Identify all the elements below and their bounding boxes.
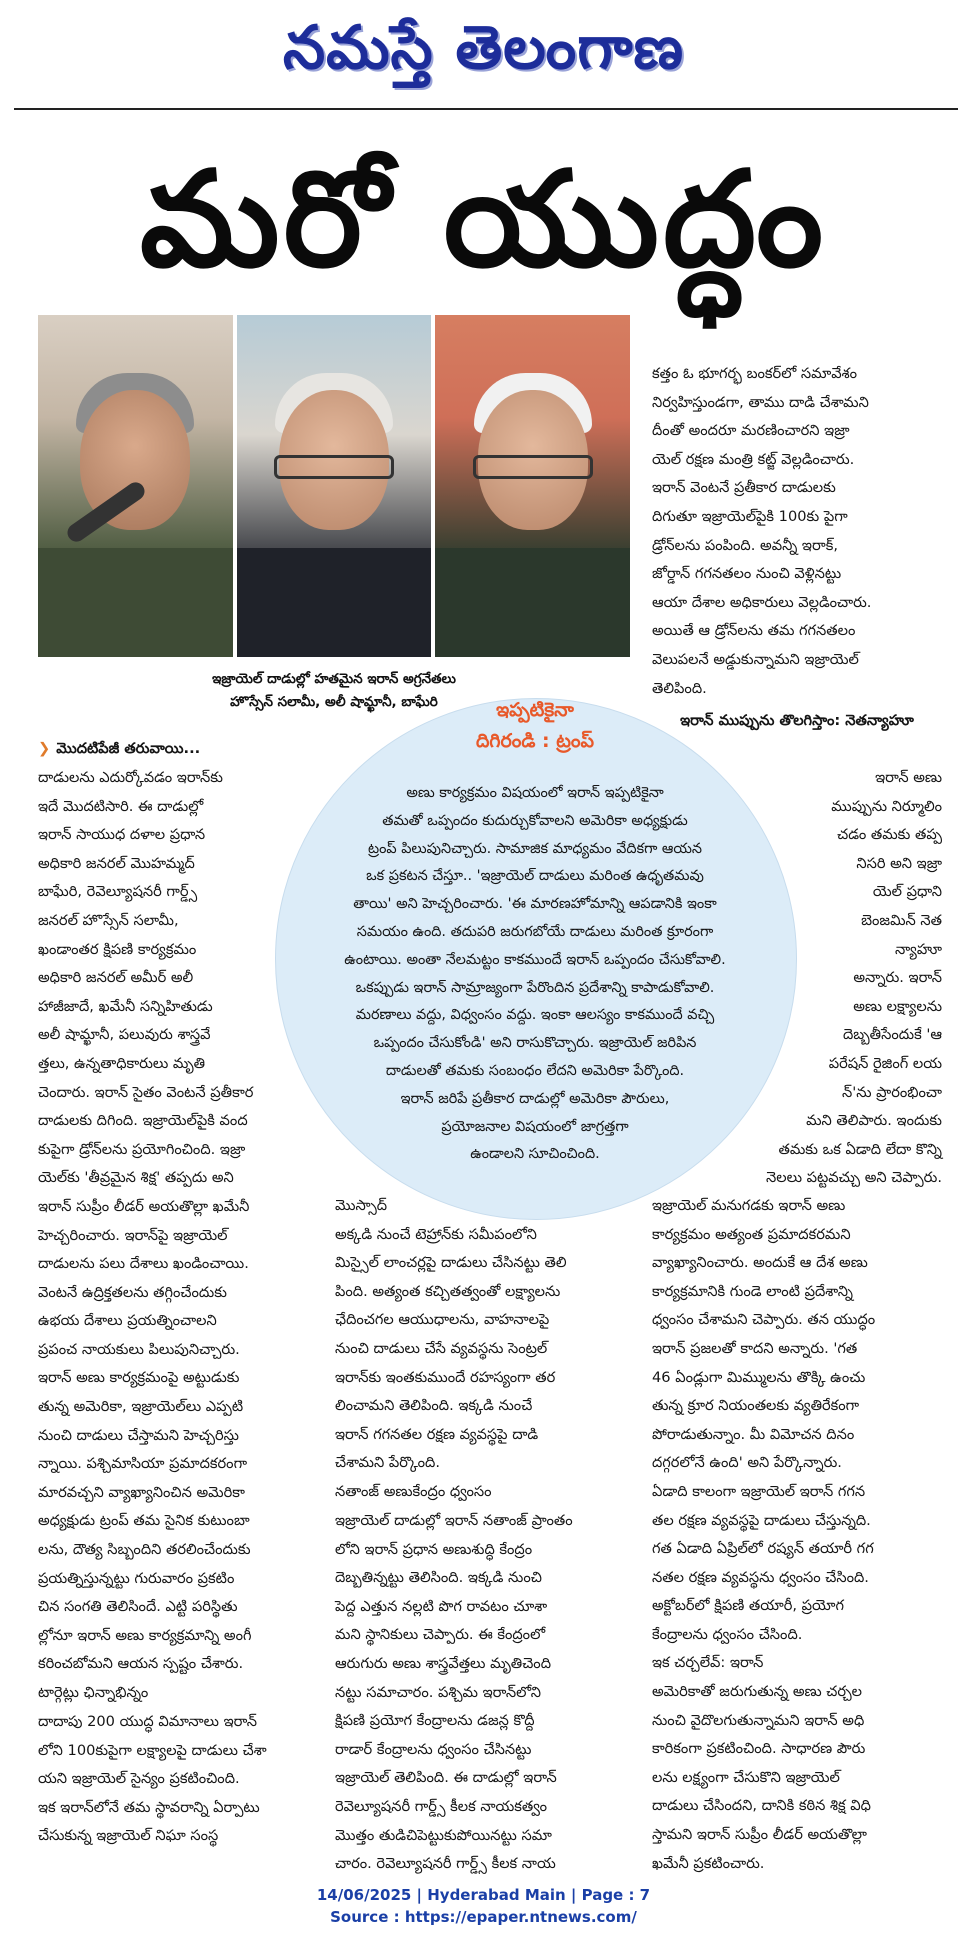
text-line: ఇరాన్ సుప్రీం లీడర్ అయతొల్లా ఖమేనీ <box>38 1197 250 1215</box>
text-line: ఇరాన్ వెంటనే ప్రతీకార దాడులకు <box>652 479 836 497</box>
text-line: అమెరికాతో జరుగుతున్న అణు చర్చల <box>652 1683 862 1700</box>
text-line: ప్రయత్నిస్తున్నట్టు గురువారం ప్రకటిం <box>38 1569 235 1587</box>
text-line: ఇరాన్ గగనతల రక్షణ వ్యవస్థపై దాడి <box>335 1425 539 1443</box>
text-line: క్షిపణి ప్రయోగ కేంద్రాలను డజన్ల కొద్దీ <box>335 1712 535 1730</box>
text-line: నిర్వహిస్తుండగా, తాము దాడి చేశామని <box>652 393 869 411</box>
text-line: తమకు ఒక ఏడాది లేదా కొన్ని <box>778 1140 942 1158</box>
text-line: చారం. రెవెల్యూషనరీ గార్డ్స్ కీలక నాయ <box>335 1855 556 1873</box>
text-line: ఒప్పందం చేసుకోండి' అని రాసుకొచ్చారు. ఇజ్రాయెల్ జరిపిన <box>373 1035 697 1052</box>
text-line: ఆయా దేశాల అధికారులు వెల్లడించారు. <box>652 593 872 611</box>
right-subhead-talks: ఇక చర్చలేవ్: ఇరాన్ <box>652 1654 764 1671</box>
text-line: చడం తమకు తప్ప <box>837 826 942 844</box>
text-line: బాఘేరి, రెవెల్యూషనరీ గార్డ్స్ <box>38 883 198 901</box>
footer-edition: 14/06/2025 | Hyderabad Main | Page : 7 <box>316 1886 651 1904</box>
text-line: ఖమేనీ ప్రకటించారు. <box>652 1854 765 1872</box>
right-column-end <box>652 1678 942 1878</box>
text-line: ఇజ్రాయెల్ మనుగడకు ఇరాన్ అణు <box>652 1197 846 1214</box>
text-line: ఇరాన్ జరిపే ప్రతీకార దాడుల్లో అమెరికా పౌరులు, <box>400 1090 670 1107</box>
text-line: వెంటనే ఉద్రిక్తతలను తగ్గించేందుకు <box>38 1283 227 1301</box>
text-line: నిసరి అని ఇజ్రా <box>856 854 942 872</box>
text-line: ఉండాలని సూచించింది. <box>470 1146 600 1163</box>
text-line: న్'ను ప్రారంభించా <box>841 1083 942 1101</box>
text-line: మని స్థానికులు చెప్పారు. ఈ కేంద్రంలో <box>335 1626 546 1644</box>
text-line: పెద్ద ఎత్తున నల్లటి పొగ రావటం చూశా <box>335 1597 548 1615</box>
text-line: బెంజమిన్ నెత <box>861 911 942 929</box>
left-column-body <box>38 764 318 1679</box>
text-line: దగ్గరలోనే ఉంది' అని పేర్కొన్నారు. <box>652 1454 842 1472</box>
text-line: ఇరాన్‌కు ఇంతకుముందే రహస్యంగా తర <box>335 1368 556 1386</box>
text-line: లించామని తెలిపింది. ఇక్కడి నుంచే <box>335 1397 533 1415</box>
left-column-body-2 <box>38 1708 318 1851</box>
text-line: దాదాపు 200 యుద్ధ విమానాలు ఇరాన్ <box>38 1713 258 1730</box>
text-line: మొత్తం తుడిచిపెట్టుకుపోయినట్టు సమా <box>335 1826 552 1844</box>
text-line: నుంచి దాడులు చేస్తామని హెచ్చరిస్తు <box>38 1426 239 1444</box>
text-line: లోని 100కుపైగా లక్ష్యాలపై దాడులు చేశా <box>38 1741 267 1759</box>
caption-line: హొస్సేన్ సలామీ, అలీ షామ్ఖానీ, బాఘేరి <box>230 694 438 710</box>
text-line: ఒక ప్రకటన చేస్తూ.. 'ఇజ్రాయెల్ దాడులు మరింత ఉధృతమవు <box>366 868 704 885</box>
left-subhead-targets: టార్గెట్లు ఛిన్నాభిన్నం <box>38 1684 149 1701</box>
text-line: అధ్యక్షుడు ట్రంప్ తమ సైనిక కుటుంబా <box>38 1512 250 1530</box>
text-line: అన్నారు. ఇరాన్ <box>853 969 942 987</box>
text-line: దెబ్బతీసేందుకే 'ఆ <box>843 1026 942 1044</box>
text-line: ప్రయోజనాల విషయంలో జాగ్రత్తగా <box>441 1118 629 1135</box>
text-line: ధ్వంసం చేశామని చెప్పారు. తన యుద్ధం <box>652 1311 876 1329</box>
right-subhead-netanyahu: ఇరాన్ ముప్పును తొలగిస్తాం: నెతన్యాహూ <box>680 712 914 729</box>
text-line: నెలలు పట్టవచ్చు అని చెప్పారు. <box>766 1169 942 1187</box>
text-line: కరించబోమని ఆయన స్పష్టం చేశారు. <box>38 1655 244 1673</box>
text-line: సమయం ఉంది. తదుపరి జరుగబోయే దాడులు మరింత క్రూరంగా <box>356 923 714 940</box>
text-line: యెల్ ప్రధాని <box>872 883 942 901</box>
text-line: ప్రపంచ నాయకులు పిలుపునిచ్చారు. <box>38 1340 240 1358</box>
text-line: దాడులకు దిగింది. ఇజ్రాయెల్‌పైకి వంద <box>38 1112 248 1130</box>
text-line: కేంద్రాలను ధ్వంసం చేసింది. <box>652 1625 803 1643</box>
text-line: తమతో ఒప్పందం కుదుర్చుకోవాలని అమెరికా అధ్యక్షుడు <box>382 812 688 829</box>
text-line: హాజీజాదే, ఖమేనీ సన్నిహితుడు <box>38 997 213 1015</box>
text-line: గత ఏడాది ఏప్రిల్‌లో రష్యన్ తయారీ గగ <box>652 1540 874 1558</box>
text-line: ట్రంప్ పిలుపునిచ్చారు. సామాజిక మాధ్యమం వేదికగా ఆయన <box>367 840 702 857</box>
kicker-text: మొదటిపేజీ తరువాయి... <box>56 740 201 757</box>
text-line: నట్టు సమాచారం. పశ్చిమ ఇరాన్‌లోని <box>335 1683 541 1701</box>
text-line: అధికారి జనరల్ అమీర్ అలీ <box>38 969 194 987</box>
text-line: చేసుకున్న ఇజ్రాయెల్ నిఘా సంస్థ <box>38 1827 219 1845</box>
text-line: 46 ఏండ్లుగా మిమ్ములను తొక్కి ఉంచు <box>652 1368 866 1386</box>
right-column-mid <box>652 764 942 1193</box>
chevron-right-icon: ❯ <box>38 740 51 757</box>
text-line: స్తామని ఇరాన్ సుప్రీం లీడర్ అయతొల్లా <box>652 1825 867 1843</box>
text-line: అణు లక్ష్యాలను <box>853 997 942 1015</box>
right-column-top <box>652 360 942 703</box>
text-line: వ్యాఖ్యానించారు. అందుకే ఆ దేశ అణు <box>652 1254 868 1272</box>
text-line: దాడులతో తమకు సంబంధం లేదని అమెరికా పేర్కొంది. <box>385 1062 685 1079</box>
text-line: జోర్డాన్ గగనతలం నుంచి వెళ్లినట్టు <box>652 565 842 583</box>
text-line: ఇరాన్ సాయుధ దళాల ప్రధాన <box>38 826 206 844</box>
text-line: పింది. అత్యంత కచ్చితత్వంతో లక్ష్యాలను <box>335 1282 561 1300</box>
footer-source: Source : https://epaper.ntnews.com/ <box>330 1908 637 1926</box>
middle-column-body-2 <box>335 1507 640 1879</box>
text-line: న్నాయి. పశ్చిమాసియా ప్రమాదకరంగా <box>38 1455 248 1473</box>
text-line: యెల్‌కు 'తీవ్రమైన శిక్ష' తప్పదు అని <box>38 1169 234 1187</box>
text-line: ఉభయ దేశాలు ప్రయత్నించాలని <box>38 1312 217 1330</box>
text-line: కారికంగా ప్రకటించింది. సాధారణ పౌరు <box>652 1740 866 1758</box>
text-line: ఇక ఇరాన్‌లోనే తమ స్థావరాన్ని ఏర్పాటు <box>38 1798 260 1816</box>
text-line: అయితే ఆ డ్రోన్‌లను తమ గగనతలం <box>652 622 856 640</box>
callout-title-line2: దిగిరండి : ట్రంప్ <box>475 730 595 752</box>
text-line: లను, దౌత్య సిబ్బందిని తరలించేందుకు <box>38 1541 251 1559</box>
text-line: నుంచి వైదొలగుతున్నామని ఇరాన్ అధి <box>652 1711 865 1729</box>
text-line: యెల్ రక్షణ మంత్రి కట్జ్ వెల్లడించారు. <box>652 450 855 468</box>
left-column-kicker <box>38 735 278 764</box>
text-line: ఇజ్రాయెల్ తెలిపింది. ఈ దాడుల్లో ఇరాన్ <box>335 1769 557 1787</box>
middle-subhead-natanz: నతాంజ్ అణుకేంద్రం ధ్వంసం <box>335 1483 492 1500</box>
text-line: దాడులను ఎదుర్కోవడం ఇరాన్‌కు <box>38 769 223 786</box>
text-line: అలీ షామ్ఖానీ, పలువురు శాస్త్రవే <box>38 1026 211 1044</box>
text-line: దెబ్బతిన్నట్టు తెలిసింది. ఇక్కడి నుంచి <box>335 1569 542 1587</box>
text-line: దాడులను పలు దేశాలు ఖండించాయి. <box>38 1255 249 1273</box>
text-line: ఖండాంతర క్షిపణి కార్యక్రమం <box>38 940 197 958</box>
text-line: చేశామని పేర్కొంది. <box>335 1454 440 1472</box>
callout-title-line1: ఇప్పటికైనా <box>496 699 574 721</box>
text-line: ఆరుగురు అణు శాస్త్రవేత్తలు మృతిచెంది <box>335 1654 552 1672</box>
text-line: దాడులు చేసిందని, దానికి కఠిన శిక్ష విధి <box>652 1797 871 1815</box>
text-line: ల్లోనూ ఇరాన్ అణు కార్యక్రమాన్ని అంగీ <box>38 1626 252 1644</box>
text-line: ఇరాన్ అణు <box>875 769 942 786</box>
text-line: నతల రక్షణ వ్యవస్థను ధ్వంసం చేసింది. <box>652 1568 869 1586</box>
text-line: రెవెల్యూషనరీ గార్డ్స్ కీలక నాయకత్వం <box>335 1797 547 1815</box>
text-line: రాడార్ కేంద్రాలను ధ్వంసం చేసినట్టు <box>335 1740 532 1758</box>
text-line: తెలిపింది. <box>652 679 707 697</box>
text-line: నుంచి దాడులు చేసే వ్యవస్థను సెంట్రల్ <box>335 1339 548 1357</box>
photo-shamkhani <box>237 315 432 657</box>
text-line: అక్టోబర్‌లో క్షిపణి తయారీ, ప్రయోగ <box>652 1597 844 1615</box>
headline: మరో యుద్ధం <box>139 143 828 297</box>
text-line: ఏడాది కాలంగా ఇజ్రాయెల్ ఇరాన్ గగన <box>652 1482 866 1500</box>
text-line: దీంతో అందరూ మరణించారని ఇజ్రా <box>652 422 850 440</box>
text-line: హెచ్చరించారు. ఇరాన్‌పై ఇజ్రాయెల్ <box>38 1226 228 1244</box>
text-line: యని ఇజ్రాయెల్ సైన్యం ప్రకటించింది. <box>38 1770 240 1788</box>
text-line: డ్రోన్‌లను పంపింది. అవన్నీ ఇరాక్, <box>652 536 839 554</box>
text-line: తున్న క్రూర నియంతలకు వ్యతిరేకంగా <box>652 1397 860 1415</box>
text-line: ముప్పును నిర్మూలిం <box>831 797 942 815</box>
right-column-low <box>652 1192 942 1650</box>
text-line: జనరల్ హొస్సేన్ సలామీ, <box>38 911 179 929</box>
masthead <box>0 0 967 96</box>
text-line: అణు కార్యక్రమం విషయంలో ఇరాన్ ఇప్పటికైనా <box>406 785 664 801</box>
page-footer <box>0 1884 967 1928</box>
text-line: చిన సంగతి తెలిసిందే. ఎట్టి పరిస్థితు <box>38 1598 238 1616</box>
text-line: తాయి' అని హెచ్చరించారు. 'ఈ మారణహోమాన్ని ఆపడానికి ఇంకా <box>353 896 717 913</box>
text-line: అక్కడి నుంచే టెహ్రాన్‌కు సమీపంలోని <box>335 1225 537 1243</box>
text-line: అధికారి జనరల్ మొహమ్మద్ <box>38 854 195 872</box>
text-line: మారవచ్చని వ్యాఖ్యానించిన అమెరికా <box>38 1483 245 1501</box>
text-line: కార్యక్రమానికి గుండె లాంటి ప్రదేశాన్ని <box>652 1282 853 1300</box>
text-line: ఇదే మొదటిసారి. ఈ దాడుల్లో <box>38 797 204 815</box>
text-line: మిస్సైల్ లాంచర్లపై దాడులు చేసినట్టు తెలి <box>335 1254 567 1272</box>
photo-bagheri <box>435 315 630 657</box>
text-line: కుపైగా డ్రోన్‌లను ప్రయోగించింది. ఇజ్రా <box>38 1140 246 1158</box>
text-line: పోరాడుతున్నాం. మీ విమోచన దినం <box>652 1425 855 1443</box>
text-line: తున్న అమెరికా, ఇజ్రాయెల్‌లు ఎప్పటి <box>38 1398 244 1416</box>
text-line: పరేషన్ రైజింగ్ లయ <box>828 1054 942 1072</box>
text-line: వెలుపలనే అడ్డుకున్నామని ఇజ్రాయెల్ <box>652 650 859 668</box>
text-line: కార్యక్రమం అత్యంత ప్రమాదకరమని <box>652 1225 851 1243</box>
text-line: ఇరాన్ ప్రజలతో కాదని అన్నారు. 'గత <box>652 1339 858 1357</box>
text-line: త్తలు, ఉన్నతాధికారులు మృతి <box>38 1054 206 1072</box>
text-line: ఒకప్పుడు ఇరాన్ సామ్రాజ్యంగా పేరొందిన ప్రదేశాన్ని కాపాడుకోవాలి. <box>355 979 715 996</box>
photo-strip <box>38 315 630 657</box>
masthead-rule <box>14 108 958 110</box>
newspaper-logo: నమస్తే తెలంగాణ <box>282 13 685 83</box>
text-line: ఛేదించగల ఆయుధాలను, వాహనాలపై <box>335 1311 550 1329</box>
text-line: కత్తం ఓ భూగర్భ బంకర్‌లో సమావేశం <box>652 365 858 382</box>
text-line: మరణాలు వద్దు, విధ్వంసం వద్దు. ఇంకా ఆలస్యం కాకముందే వచ్చి <box>355 1007 715 1024</box>
text-line: ఇరాన్ అణు కార్యక్రమంపై అట్టుడుకు <box>38 1369 240 1387</box>
text-line: న్యాహూ <box>894 940 942 958</box>
text-line: చెందారు. ఇరాన్ సైతం వెంటనే ప్రతీకార <box>38 1083 254 1101</box>
text-line: ఉంటాయి. అంతా నేలమట్టం కాకముందే ఇరాన్ ఒప్పందం చేసుకోవాలి. <box>344 951 726 968</box>
caption-line: ఇజ్రాయెల్ దాడుల్లో హతమైన ఇరాన్ అగ్రనేతలు <box>212 671 456 687</box>
text-line: మని తెలిపారు. ఇందుకు <box>806 1112 942 1130</box>
photo-salami <box>38 315 233 657</box>
middle-column-body <box>335 1192 640 1478</box>
text-line: లోని ఇరాన్ ప్రధాన అణుశుద్ధి కేంద్రం <box>335 1540 533 1558</box>
text-line: ఇజ్రాయెల్ దాడుల్లో ఇరాన్ నతాంజ్ ప్రాంతం <box>335 1512 573 1529</box>
text-line: తల రక్షణ వ్యవస్థపై దాడులు చేస్తున్నది. <box>652 1511 871 1529</box>
text-line: మొస్సాద్ <box>335 1197 388 1214</box>
text-line: దిగుతూ ఇజ్రాయెల్‌పైకి 100కు పైగా <box>652 507 848 525</box>
text-line: లను లక్ష్యంగా చేసుకొని ఇజ్రాయెల్ <box>652 1768 840 1786</box>
